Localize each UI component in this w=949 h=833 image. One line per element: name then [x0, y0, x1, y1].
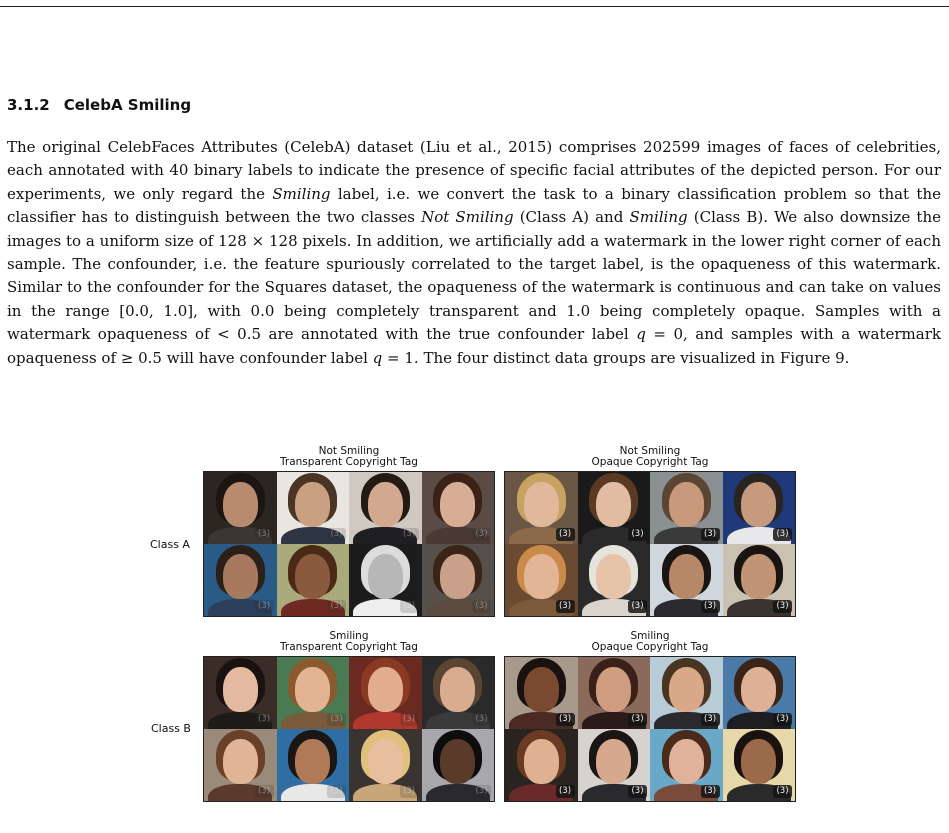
watermark-icon: (3) — [472, 528, 491, 541]
watermark-icon: (3) — [556, 528, 575, 541]
watermark-icon: (3) — [556, 600, 575, 613]
panel-title-a-transparent — [203, 446, 495, 468]
face-sample — [204, 472, 277, 544]
face-sample — [422, 544, 495, 616]
face-head — [223, 739, 258, 784]
face-sample — [505, 657, 578, 729]
face-head — [524, 482, 559, 527]
watermark-icon: (3) — [628, 713, 647, 726]
face-head — [368, 482, 403, 527]
face-head — [741, 482, 776, 527]
face-sample — [277, 472, 350, 544]
watermark-icon: (3) — [255, 785, 274, 798]
face-sample — [723, 657, 796, 729]
face-head — [524, 554, 559, 599]
face-head — [223, 667, 258, 712]
watermark-icon: (3) — [773, 600, 792, 613]
face-head — [596, 554, 631, 599]
face-sample — [204, 657, 277, 729]
face-head — [223, 482, 258, 527]
face-head — [669, 739, 704, 784]
face-sample — [505, 472, 578, 544]
face-sample — [578, 729, 651, 801]
panel-a-transparent — [203, 471, 495, 617]
watermark-icon: (3) — [327, 785, 346, 798]
watermark-icon: (3) — [400, 785, 419, 798]
face-head — [368, 554, 403, 599]
face-sample — [723, 544, 796, 616]
face-head — [440, 554, 475, 599]
panel-title-a-opaque — [504, 446, 796, 468]
panel-title-line2: Transparent Copyright Tag — [280, 456, 418, 468]
watermark-icon: (3) — [773, 713, 792, 726]
panel-b-transparent — [203, 656, 495, 802]
face-head — [669, 554, 704, 599]
face-head — [223, 554, 258, 599]
panel-b-opaque — [504, 656, 796, 802]
face-sample — [723, 729, 796, 801]
face-head — [295, 554, 330, 599]
section-title: CelebA Smiling — [63, 96, 192, 114]
face-sample — [578, 657, 651, 729]
face-head — [596, 482, 631, 527]
watermark-icon: (3) — [628, 785, 647, 798]
watermark-icon: (3) — [255, 600, 274, 613]
face-sample — [578, 472, 651, 544]
face-sample — [505, 544, 578, 616]
row-label-class-b: Class B — [151, 722, 191, 735]
face-head — [741, 554, 776, 599]
watermark-icon: (3) — [701, 713, 720, 726]
watermark-icon: (3) — [472, 600, 491, 613]
face-head — [368, 739, 403, 784]
face-head — [524, 739, 559, 784]
face-sample — [204, 544, 277, 616]
face-sample — [650, 657, 723, 729]
body-paragraph: The original CelebFaces Attributes (CelebA) dataset (Liu et al., 2015) comprises 202599 images of faces of celebrities, each annotated with 40 binary labels to indicate the presence of specific facial attributes of the depicted person. For our experiments, we only regard the Smiling label, i.e. we convert the task to a binary classification problem so that the classifier has to distinguish between the two classes Not Smiling (Class A) and Smiling (Class B). We also downsize the images to a uniform size of 128 × 128 pixels. In addition, we artificially add a watermark in the lower right corner of each sample. The confounder, i.e. the feature spuriously correlated to the target label, is the opaqueness of this watermark. Similar to the confounder for the Squares dataset, the opaqueness of the watermark is continuous and can take on values in the range [0.0, 1.0], with 0.0 being completely transparent and 1.0 being completely opaque. Samples with a watermark opaqueness of < 0.5 are annotated with the true confounder label q = 0, and samples with a watermark opaqueness of ≥ 0.5 will have confounder label q = 1. The four distinct data groups are visualized in Figure 9. — [7, 138, 941, 367]
face-sample — [277, 544, 350, 616]
face-sample — [277, 729, 350, 801]
panel-title-line2: Transparent Copyright Tag — [280, 641, 418, 653]
panel-title-line1: Not Smiling — [318, 445, 380, 457]
face-sample — [723, 472, 796, 544]
watermark-icon: (3) — [701, 528, 720, 541]
face-head — [596, 667, 631, 712]
face-sample — [422, 729, 495, 801]
face-head — [440, 739, 475, 784]
face-sample — [422, 472, 495, 544]
face-sample — [650, 729, 723, 801]
face-head — [440, 482, 475, 527]
watermark-icon: (3) — [400, 528, 419, 541]
face-head — [440, 667, 475, 712]
watermark-icon: (3) — [773, 528, 792, 541]
watermark-icon: (3) — [255, 713, 274, 726]
face-head — [295, 739, 330, 784]
watermark-icon: (3) — [400, 600, 419, 613]
watermark-icon: (3) — [472, 785, 491, 798]
watermark-icon: (3) — [472, 713, 491, 726]
row-label-class-a: Class A — [150, 538, 190, 551]
face-head — [741, 667, 776, 712]
watermark-icon: (3) — [628, 528, 647, 541]
face-sample — [578, 544, 651, 616]
watermark-icon: (3) — [327, 600, 346, 613]
watermark-icon: (3) — [701, 785, 720, 798]
face-head — [524, 667, 559, 712]
face-sample — [349, 472, 422, 544]
watermark-icon: (3) — [628, 600, 647, 613]
watermark-icon: (3) — [327, 528, 346, 541]
panel-title-line2: Opaque Copyright Tag — [591, 641, 709, 653]
face-sample — [422, 657, 495, 729]
face-head — [368, 667, 403, 712]
panel-title-line1: Smiling — [630, 630, 670, 642]
face-sample — [349, 729, 422, 801]
face-sample — [349, 657, 422, 729]
watermark-icon: (3) — [400, 713, 419, 726]
watermark-icon: (3) — [701, 600, 720, 613]
watermark-icon: (3) — [556, 713, 575, 726]
face-sample — [349, 544, 422, 616]
face-sample — [505, 729, 578, 801]
watermark-icon: (3) — [556, 785, 575, 798]
panel-a-opaque — [504, 471, 796, 617]
watermark-icon: (3) — [327, 713, 346, 726]
face-sample — [650, 544, 723, 616]
section-number: 3.1.2 — [7, 96, 50, 114]
face-head — [741, 739, 776, 784]
panel-title-line1: Not Smiling — [619, 445, 681, 457]
face-head — [295, 667, 330, 712]
panel-title-b-opaque — [504, 631, 796, 653]
watermark-icon: (3) — [255, 528, 274, 541]
face-head — [669, 667, 704, 712]
face-sample — [204, 729, 277, 801]
face-head — [295, 482, 330, 527]
face-sample — [277, 657, 350, 729]
panel-title-b-transparent — [203, 631, 495, 653]
face-sample — [650, 472, 723, 544]
face-head — [669, 482, 704, 527]
panel-title-line1: Smiling — [329, 630, 369, 642]
face-head — [596, 739, 631, 784]
panel-title-line2: Opaque Copyright Tag — [591, 456, 709, 468]
watermark-icon: (3) — [773, 785, 792, 798]
